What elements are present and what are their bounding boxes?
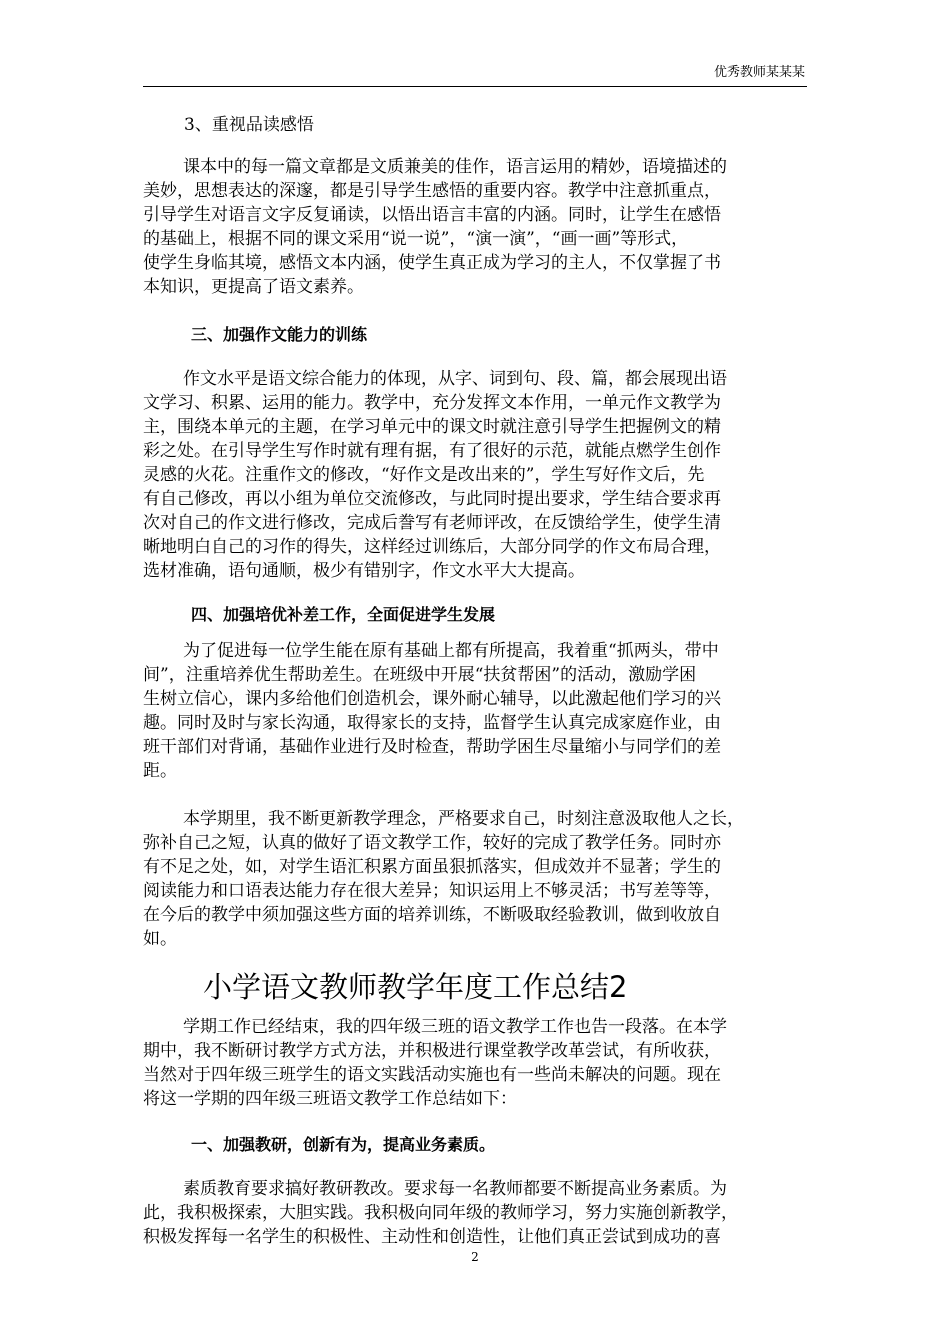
paragraph-writing xyxy=(143,367,807,583)
header-author: 优秀教师某某某 xyxy=(713,65,805,80)
paragraph-line: 此，我积极探索，大胆实践。我积极向同年级的教师学习，努力实施创新教学， xyxy=(143,1203,738,1223)
paragraph-line: 学期工作已经结束，我的四年级三班的语文教学工作也告一段落。在本学 xyxy=(183,1017,727,1037)
paragraph-line: 本知识，更提高了语文素养。 xyxy=(143,277,364,297)
paragraph-line: 美妙，思想表达的深邃，都是引导学生感悟的重要内容。教学中注意抓重点， xyxy=(143,181,721,201)
paragraph-research xyxy=(143,1177,807,1249)
paragraph-line: 素质教育要求搞好教研教改。要求每一名教师都要不断提高业务素质。为 xyxy=(183,1179,727,1199)
paragraph-line: 灵感的火花。注重作文的修改，“好作文是改出来的”，学生写好作文后，先 xyxy=(143,465,705,485)
paragraph-line: 距。 xyxy=(143,761,177,781)
header-rule xyxy=(143,86,807,87)
paragraph-line: 将这一学期的四年级三班语文教学工作总结如下： xyxy=(143,1089,517,1109)
paragraph-line: 主，围绕本单元的主题，在学习单元中的课文时就注意引导学生把握例文的精 xyxy=(143,417,721,437)
paragraph-line: 期中，我不断研讨教学方式方法，并积极进行课堂教学改革尝试，有所收获， xyxy=(143,1041,721,1061)
paragraph-summary xyxy=(143,807,807,951)
paragraph-line: 班干部们对背诵，基础作业进行及时检查，帮助学困生尽量缩小与同学们的差 xyxy=(143,737,721,757)
paragraph-line: 作文水平是语文综合能力的体现，从字、词到句、段、篇，都会展现出语 xyxy=(183,369,727,389)
paragraph-line: 使学生身临其境，感悟文本内涵，使学生真正成为学习的主人，不仅掌握了书 xyxy=(143,253,721,273)
paragraph-line: 文学习、积累、运用的能力。教学中，充分发挥文本作用，一单元作文教学为 xyxy=(143,393,721,413)
paragraph-line: 当然对于四年级三班学生的语文实践活动实施也有一些尚未解决的问题。现在 xyxy=(143,1065,721,1085)
section-heading-research: 一、加强教研，创新有为，提高业务素质。 xyxy=(191,1135,496,1154)
paragraph-line: 生树立信心，课内多给他们创造机会，课外耐心辅导，以此激起他们学习的兴 xyxy=(143,689,721,709)
paragraph-line: 引导学生对语言文字反复诵读，以悟出语言丰富的内涵。同时，让学生在感悟 xyxy=(143,205,721,225)
paragraph-line: 弥补自己之短，认真的做好了语文教学工作，较好的完成了教学任务。同时亦 xyxy=(143,833,721,853)
paragraph-line: 晰地明白自己的习作的得失，这样经过训练后，大部分同学的作文布局合理， xyxy=(143,537,721,557)
paragraph-line: 选材准确，语句通顺，极少有错别字，作文水平大大提高。 xyxy=(143,561,585,581)
paragraph-tutoring xyxy=(143,639,807,783)
paragraph-line: 如。 xyxy=(143,929,177,949)
paragraph-line: 积极发挥每一名学生的积极性、主动性和创造性，让他们真正尝试到成功的喜 xyxy=(143,1227,721,1247)
document-title-2: 小学语文教师教学年度工作总结2 xyxy=(203,970,628,1004)
section-heading-writing: 三、加强作文能力的训练 xyxy=(191,325,368,344)
paragraph-reading xyxy=(143,155,807,299)
paragraph-line: 趣。同时及时与家长沟通，取得家长的支持，监督学生认真完成家庭作业，由 xyxy=(143,713,721,733)
paragraph-intro xyxy=(143,1015,807,1111)
paragraph-line: 阅读能力和口语表达能力存在很大差异；知识运用上不够灵活；书写差等等， xyxy=(143,881,721,901)
paragraph-line: 次对自己的作文进行修改，完成后誊写有老师评改，在反馈给学生，使学生清 xyxy=(143,513,721,533)
paragraph-line: 课本中的每一篇文章都是文质兼美的佳作，语言运用的精妙，语境描述的 xyxy=(183,157,727,177)
paragraph-line: 为了促进每一位学生能在原有基础上都有所提高，我着重“抓两头，带中 xyxy=(183,641,719,661)
section-heading-tutoring: 四、加强培优补差工作，全面促进学生发展 xyxy=(191,605,496,624)
paragraph-line: 在今后的教学中须加强这些方面的培养训练，不断吸取经验教训，做到收放自 xyxy=(143,905,721,925)
paragraph-line: 有不足之处，如，对学生语汇积累方面虽狠抓落实，但成效并不显著；学生的 xyxy=(143,857,721,877)
document-body xyxy=(143,113,807,1249)
paragraph-line: 本学期里，我不断更新教学理念，严格要求自己，时刻注意汲取他人之长， xyxy=(183,809,744,829)
section-heading-3: 3、重视品读感悟 xyxy=(184,115,314,135)
paragraph-line: 彩之处。在引导学生写作时就有理有据，有了很好的示范，就能点燃学生创作 xyxy=(143,441,721,461)
page-number: 2 xyxy=(471,1250,479,1264)
paragraph-line: 间”，注重培养优生帮助差生。在班级中开展“扶贫帮困”的活动，激励学困 xyxy=(143,665,697,685)
paragraph-line: 的基础上，根据不同的课文采用“说一说”，“演一演”，“画一画”等形式， xyxy=(143,229,689,249)
paragraph-line: 有自己修改，再以小组为单位交流修改，与此同时提出要求，学生结合要求再 xyxy=(143,489,721,509)
